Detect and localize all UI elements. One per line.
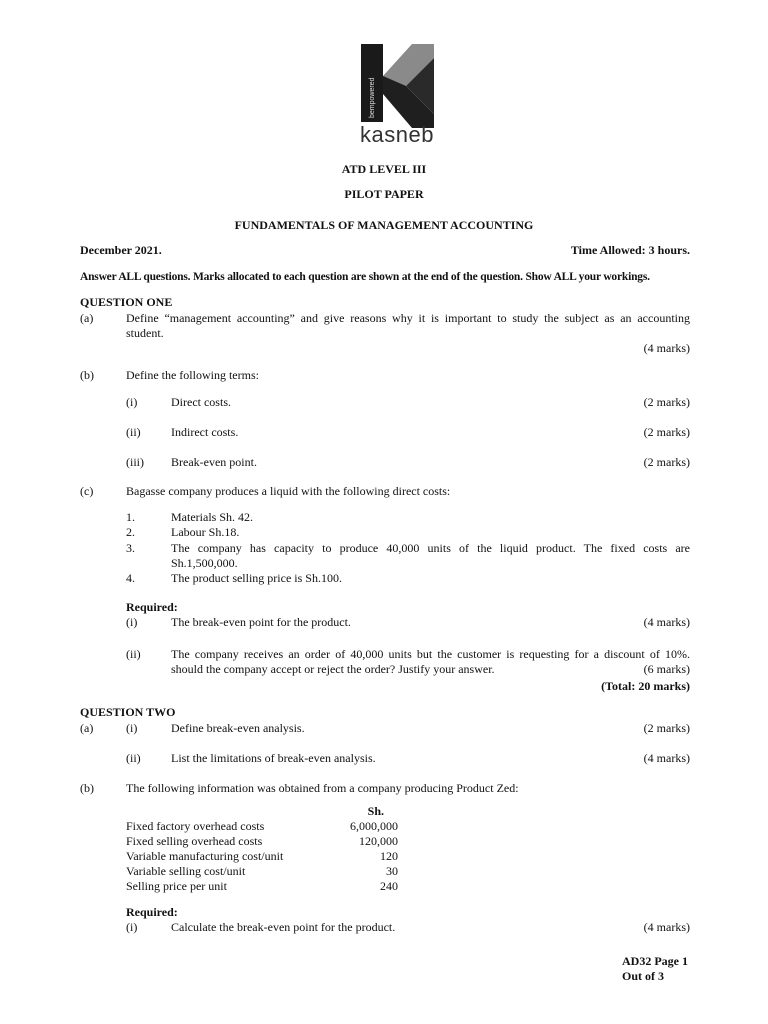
cost-label: Variable manufacturing cost/unit: [126, 849, 284, 863]
q1-required: Required:: [126, 600, 178, 614]
cost-label: Variable selling cost/unit: [126, 864, 246, 878]
q2-required: Required:: [126, 905, 178, 919]
exam-instructions: Answer ALL questions. Marks allocated to each question are shown at the end of the question. Show ALL your workings.: [80, 271, 650, 283]
cost-value: 30: [386, 864, 398, 878]
q1-c-list-cont: Sh.1,500,000.: [171, 556, 238, 570]
q1-a-label: (a): [80, 311, 94, 325]
page-total: Out of 3: [622, 969, 664, 983]
cost-table: [126, 804, 398, 894]
table-row: [126, 849, 398, 864]
cost-value: 6,000,000: [350, 819, 398, 833]
q1-req-i-marks: (4 marks): [643, 615, 690, 629]
q2-a-item-text: Define break-even analysis.: [171, 721, 305, 735]
q1-b-item-num: (i): [126, 395, 138, 409]
q2-a-item-num: (i): [126, 721, 138, 735]
q1-req-ii-line2: should the company accept or reject the order? Justify your answer.: [171, 662, 495, 676]
q1-total: (Total: 20 marks): [601, 679, 690, 693]
q1-c-list-num: 2.: [126, 525, 135, 539]
table-row: [126, 879, 398, 894]
q1-c-list-text: Labour Sh.18.: [171, 525, 240, 539]
cost-value: 120,000: [359, 834, 398, 848]
brand-name: kasneb: [360, 122, 434, 147]
q1-b-label: (b): [80, 368, 94, 382]
q1-c-list-num: 1.: [126, 510, 135, 524]
q1-c-list-num: 3.: [126, 541, 135, 555]
q2-title: QUESTION TWO: [80, 705, 176, 719]
q1-req-ii-line1: The company receives an order of 40,000 units but the customer is requesting for a discount of 10%.: [171, 647, 690, 661]
cost-label: Selling price per unit: [126, 879, 227, 893]
table-row: [126, 864, 398, 879]
q2-a-item-num: (ii): [126, 751, 141, 765]
exam-date: December 2021.: [80, 243, 162, 257]
q2-a-label: (a): [80, 721, 94, 735]
page-number: AD32 Page 1: [622, 954, 688, 968]
q1-c-label: (c): [80, 484, 94, 498]
q1-req-ii-marks: (6 marks): [643, 662, 690, 676]
q2-a-item-text: List the limitations of break-even analysis.: [171, 751, 376, 765]
q1-b-item-marks: (2 marks): [643, 425, 690, 439]
q1-c-list-text: The company has capacity to produce 40,000 units of the liquid product. The fixed costs are: [171, 541, 690, 555]
cost-table-header-row: [126, 804, 398, 819]
q2-req-i-num: (i): [126, 920, 138, 934]
q1-b-item-text: Direct costs.: [171, 395, 231, 409]
q2-a-item-marks: (4 marks): [643, 751, 690, 765]
cost-value: 120: [380, 849, 398, 863]
exam-subject: FUNDAMENTALS OF MANAGEMENT ACCOUNTING: [234, 218, 534, 232]
exam-level: ATD LEVEL III: [341, 162, 427, 176]
q1-b-item-num: (iii): [126, 455, 144, 469]
q2-b-text: The following information was obtained from a company producing Product Zed:: [126, 781, 519, 795]
cost-label: Fixed selling overhead costs: [126, 834, 263, 848]
q1-b-item-text: Indirect costs.: [171, 425, 239, 439]
table-row: [126, 819, 398, 834]
q1-title: QUESTION ONE: [80, 295, 173, 309]
exam-time: Time Allowed: 3 hours.: [570, 243, 690, 257]
q1-a-line1: Define “management accounting” and give reasons why it is important to study the subject as an accounting: [126, 311, 690, 325]
table-row: [126, 834, 398, 849]
q1-a-marks: (4 marks): [643, 341, 690, 355]
q1-req-i-text: The break-even point for the product.: [171, 615, 351, 629]
cost-table-header: Sh.: [367, 804, 384, 818]
q1-a-line2: student.: [126, 326, 164, 340]
q1-c-list-text: The product selling price is Sh.100.: [171, 571, 342, 585]
q1-b-item-num: (ii): [126, 425, 141, 439]
cost-value: 240: [380, 879, 398, 893]
cost-label: Fixed factory overhead costs: [126, 819, 265, 833]
brand-tagline: bempowered: [369, 77, 376, 118]
q2-req-i-text: Calculate the break-even point for the product.: [171, 920, 396, 934]
q1-b-item-text: Break-even point.: [171, 455, 257, 469]
q1-b-item-marks: (2 marks): [643, 395, 690, 409]
q1-req-i-num: (i): [126, 615, 138, 629]
q2-req-i-marks: (4 marks): [643, 920, 690, 934]
q1-c-list-num: 4.: [126, 571, 135, 585]
exam-paper: PILOT PAPER: [344, 187, 424, 201]
q1-b-text: Define the following terms:: [126, 368, 259, 382]
q2-b-label: (b): [80, 781, 94, 795]
q1-c-text: Bagasse company produces a liquid with the following direct costs:: [126, 484, 451, 498]
q1-b-item-marks: (2 marks): [643, 455, 690, 469]
q2-a-item-marks: (2 marks): [643, 721, 690, 735]
q1-req-ii-num: (ii): [126, 647, 141, 661]
q1-c-list-text: Materials Sh. 42.: [171, 510, 253, 524]
